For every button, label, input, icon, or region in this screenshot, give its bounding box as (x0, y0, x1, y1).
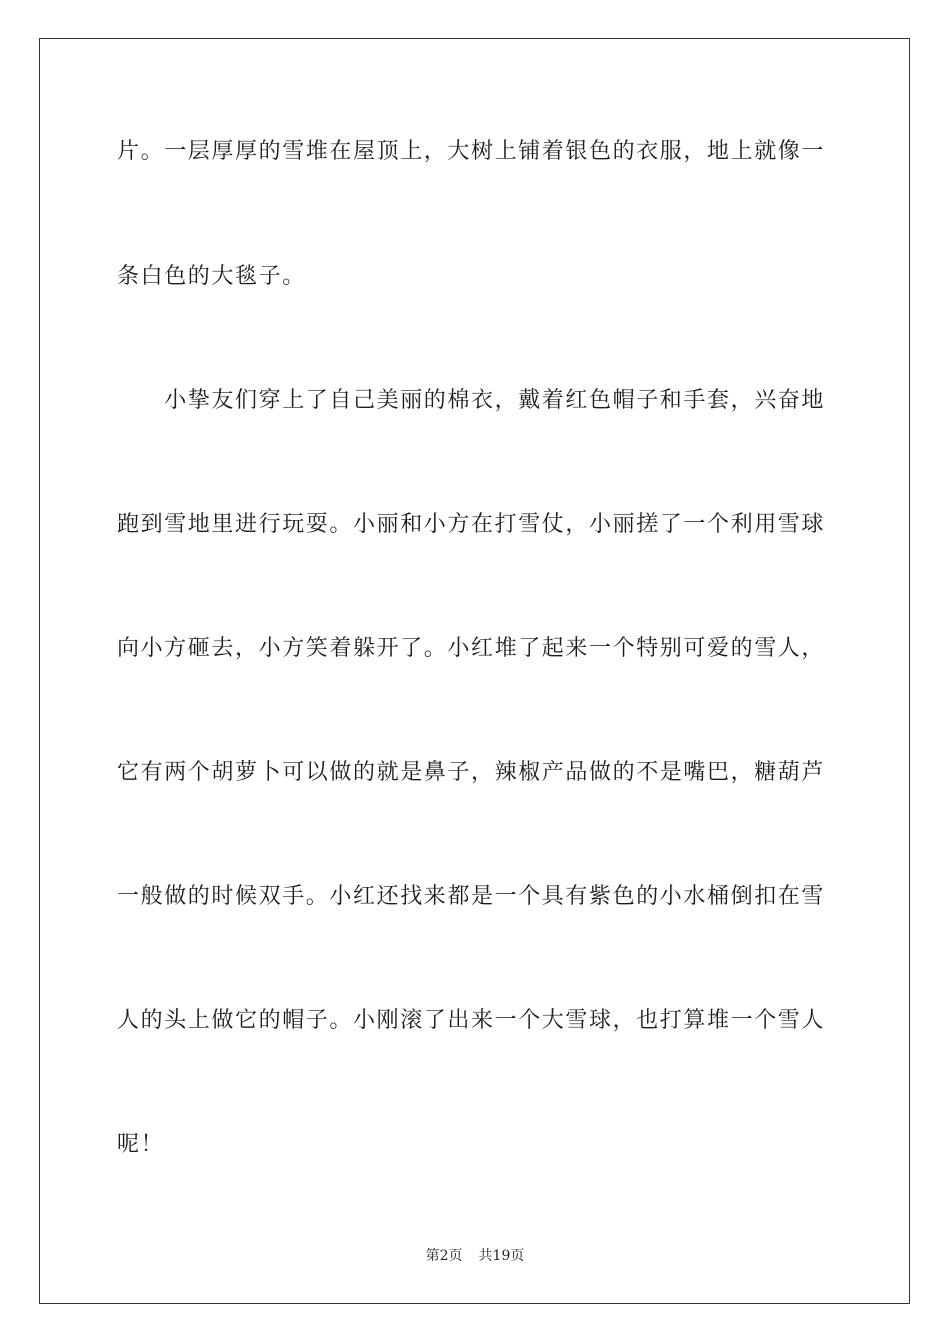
paragraph-line: 它有两个胡萝卜可以做的就是鼻子，辣椒产品做的不是嘴巴，糖葫芦 (117, 760, 826, 785)
page-frame (39, 38, 910, 1304)
paragraph-line: 条白色的大毯子。 (117, 264, 306, 289)
paragraph-line: 片。一层厚厚的雪堆在屋顶上，大树上铺着银色的衣服，地上就像一 (117, 139, 826, 164)
page-total: 共19页 (478, 1248, 525, 1264)
paragraph-line: 向小方砸去，小方笑着躲开了。小红堆了起来一个特别可爱的雪人， (117, 636, 826, 661)
page-number: 第2页 (425, 1248, 463, 1264)
paragraph-line: 人的头上做它的帽子。小刚滚了出来一个大雪球，也打算堆一个雪人 (117, 1008, 826, 1033)
page-footer (0, 1247, 950, 1265)
paragraph-line: 一般做的时候双手。小红还找来都是一个具有紫色的小水桶倒扣在雪 (117, 884, 826, 909)
paragraph-line: 跑到雪地里进行玩耍。小丽和小方在打雪仗，小丽搓了一个利用雪球 (117, 512, 826, 537)
paragraph-line: 呢！ (117, 1132, 165, 1157)
paragraph-line: 小挚友们穿上了自己美丽的棉衣，戴着红色帽子和手套，兴奋地 (117, 388, 826, 413)
